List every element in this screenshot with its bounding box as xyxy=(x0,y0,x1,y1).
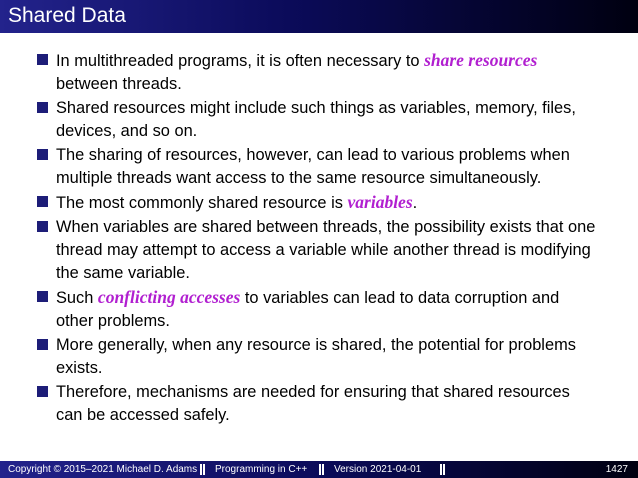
bullet-square-icon xyxy=(37,149,48,160)
bullet-square-icon xyxy=(37,196,48,207)
bullet-text: . xyxy=(412,194,418,212)
footer-page-number: 1427 xyxy=(605,464,628,475)
footer-course: Programming in C++ xyxy=(215,464,308,475)
bullet-text: Therefore, mechanisms are needed for ensuring that shared resources can be accessed safely. xyxy=(56,383,570,424)
bullet-item xyxy=(0,216,638,285)
footer-bar xyxy=(0,461,638,478)
footer-separator-icon xyxy=(200,464,205,475)
footer-copyright: Copyright © 2015–2021 Michael D. Adams xyxy=(8,464,198,475)
bullet-item xyxy=(0,49,638,96)
bullet-text: to variables can lead to data corruption and other problems. xyxy=(56,289,560,330)
bullet-text: In multithreaded programs, it is often necessary to xyxy=(56,52,425,70)
bullet-text: More generally, when any resource is shared, the potential for problems exists. xyxy=(56,336,576,377)
title-bar xyxy=(0,0,638,33)
bullet-item xyxy=(0,381,638,427)
bullet-square-icon xyxy=(37,221,48,232)
bullet-item xyxy=(0,191,638,215)
bullet-text: When variables are shared between threads, the possibility exists that one thread may attempt to access a variable while another thread is modifying the same variable. xyxy=(56,218,596,282)
bullet-square-icon xyxy=(37,291,48,302)
bullet-item xyxy=(0,144,638,190)
emphasized-term: variables xyxy=(347,192,413,212)
bullet-square-icon xyxy=(37,386,48,397)
bullet-square-icon xyxy=(37,102,48,113)
bullet-text: The most commonly shared resource is xyxy=(56,194,348,212)
bullet-item xyxy=(0,97,638,143)
bullet-square-icon xyxy=(37,54,48,65)
emphasized-term: conflicting accesses xyxy=(97,287,241,307)
footer-separator-icon xyxy=(440,464,445,475)
bullet-text: Such xyxy=(56,289,98,307)
bullet-square-icon xyxy=(37,339,48,350)
bullet-text: The sharing of resources, however, can lead to various problems when multiple threads want access to the same resource simultaneously. xyxy=(56,146,570,187)
bullet-text: between threads. xyxy=(56,75,182,93)
emphasized-term: share resources xyxy=(424,50,538,70)
bullet-list xyxy=(0,49,638,428)
slide-title: Shared Data xyxy=(8,4,126,27)
bullet-item xyxy=(0,334,638,380)
bullet-text: Shared resources might include such things as variables, memory, files, devices, and so on. xyxy=(56,99,576,140)
bullet-item xyxy=(0,286,638,333)
footer-separator-icon xyxy=(319,464,324,475)
footer-version: Version 2021-04-01 xyxy=(334,464,422,475)
